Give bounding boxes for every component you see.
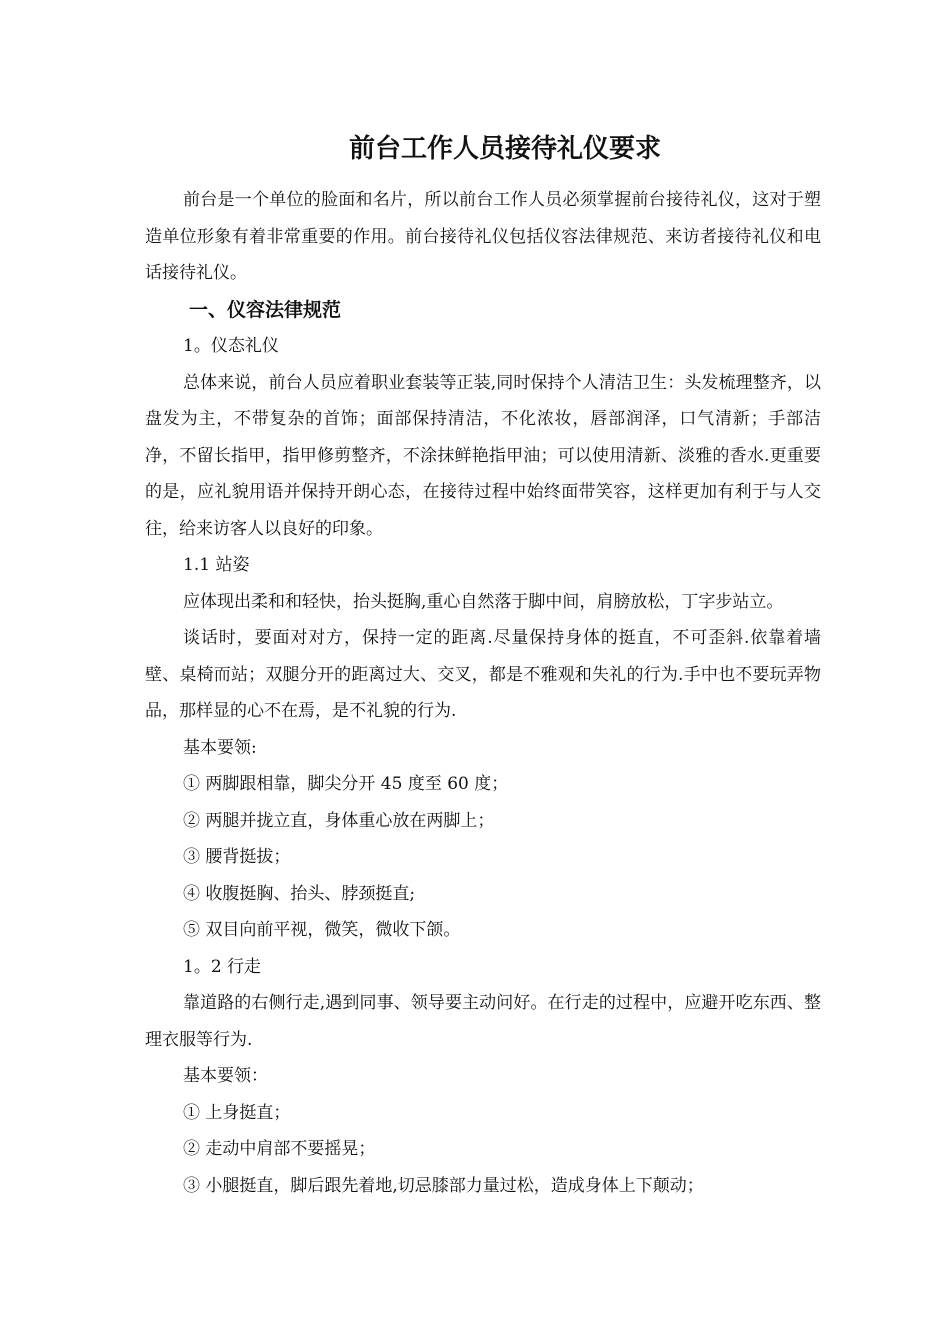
subsection-heading-walking: 1。2 行走: [183, 956, 262, 977]
standing-item: ② 两腿并拢立直，身体重心放在两脚上；: [183, 810, 495, 831]
standing-paragraph-1: 应体现出柔和和轻快，抬头挺胸,重心自然落于脚中间，肩膀放松，丁字步站立。: [183, 591, 784, 612]
document-title: 前台工作人员接待礼仪要求: [348, 134, 661, 164]
standing-item: ③ 腰背挺拔；: [183, 847, 291, 867]
deportment-paragraph: 总体来说，前台人员应着职业套装等正装,同时保持个人清洁卫生：头发梳理整齐，以盘发为主，不带复杂的首饰；面部保持清洁，不化浓妆，唇部润泽，口气清新；手部洁净，不留长指甲，指甲修剪整齐，不涂抹鲜艳指甲油；可以使用清新、淡雅的香水.更重要的是，应礼貌用语并保持开朗心态，在接待过程中始终面带笑容，这样更加有利于与人交往，给来访客人以良好的印象。: [145, 372, 821, 539]
subsection-heading-standing: 1.1 站姿: [183, 555, 250, 575]
standing-item: ⑤ 双目向前平视，微笑，微收下颌。: [183, 920, 461, 940]
subsection-heading-deportment: 1。仪态礼仪: [183, 336, 279, 356]
walking-item: ② 走动中肩部不要摇晃；: [183, 1139, 376, 1159]
section-heading-appearance: 一、仪容法律规范: [189, 298, 342, 321]
standing-item: ④ 收腹挺胸、抬头、脖颈挺直;: [183, 883, 416, 904]
walking-paragraph: 靠道路的右侧行走,遇到同事、领导要主动问好。在行走的过程中，应避开吃东西、整理衣服等行为.: [145, 993, 821, 1050]
walking-basics-label: 基本要领：: [183, 1066, 268, 1086]
standing-basics-label: 基本要领:: [183, 737, 257, 758]
standing-item: ① 两脚跟相靠，脚尖分开 45 度至 60 度；: [183, 774, 509, 794]
intro-paragraph: 前台是一个单位的脸面和名片，所以前台工作人员必须掌握前台接待礼仪，这对于塑造单位形象有着非常重要的作用。前台接待礼仪包括仪容法律规范、来访者接待礼仪和电话接待礼仪。: [145, 190, 821, 283]
walking-item: ① 上身挺直；: [183, 1102, 291, 1123]
standing-paragraph-2: 谈话时，要面对对方，保持一定的距离.尽量保持身体的挺直，不可歪斜.依靠着墙壁、桌椅而站；双腿分开的距离过大、交叉，都是不雅观和失礼的行为.手中也不要玩弄物品，那样显的心不在焉，是不礼貌的行为.: [145, 628, 821, 721]
walking-item: ③ 小腿挺直，脚后跟先着地,切忌膝部力量过松，造成身体上下颠动；: [183, 1175, 704, 1196]
document-body: [145, 182, 821, 1204]
